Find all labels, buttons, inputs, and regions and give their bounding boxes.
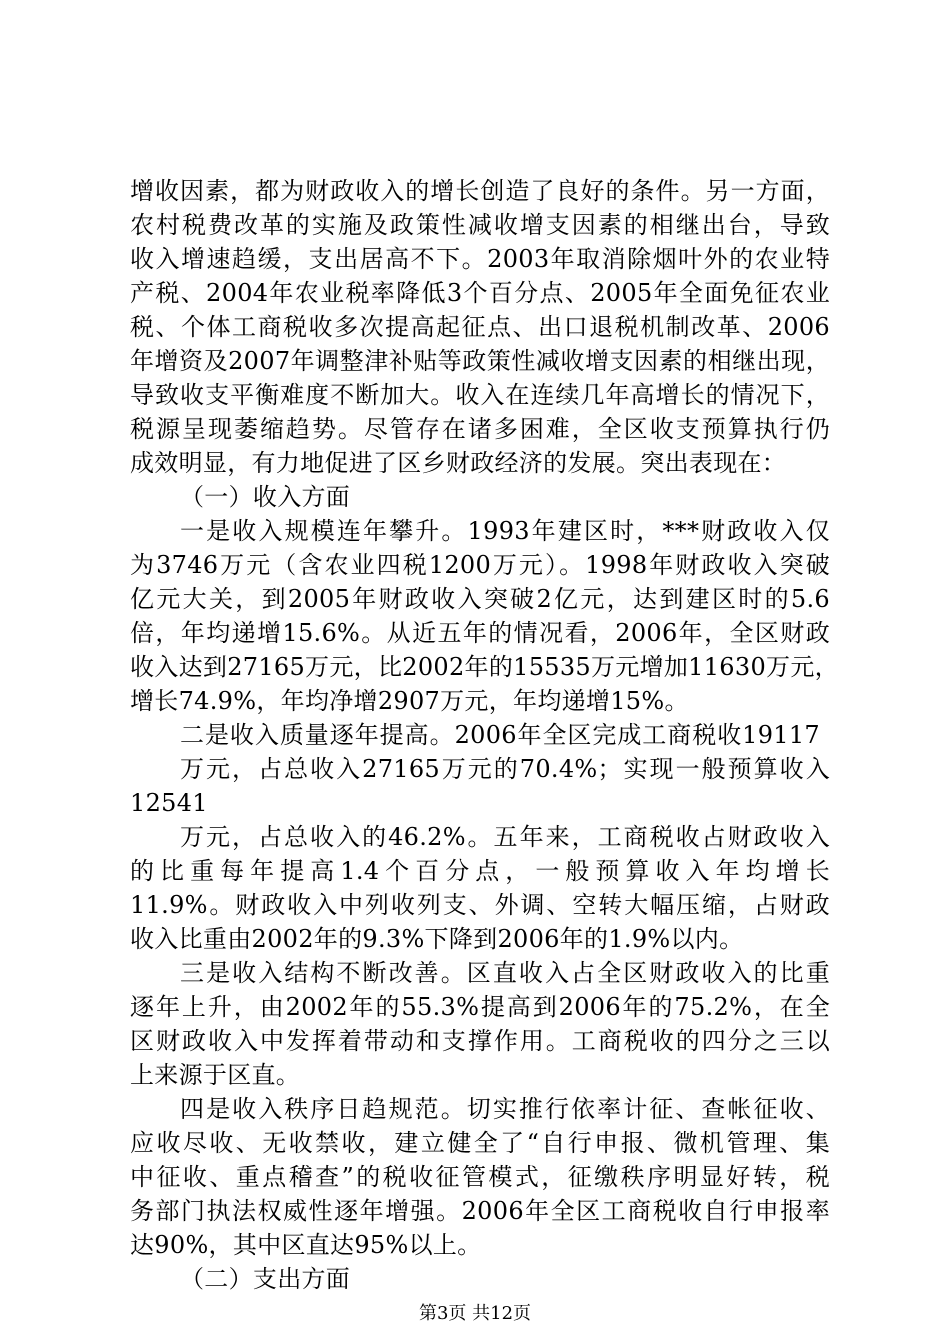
text-line: 成效明显，有力地促进了区乡财政经济的发展。突出表现在： [130, 449, 787, 477]
text-line: 务部门执法权威性逐年增强。2006年全区工商税收自行申报率 [130, 1197, 830, 1225]
text-line: 收入比重由2002年的9.3%下降到2006年的1.9%以内。 [130, 925, 744, 953]
text-line: 的比重每年提高1.4个百分点，一般预算收入年均增长 [130, 857, 830, 885]
text-line: 四是收入秩序日趋规范。切实推行依率计征、查帐征收、 [180, 1095, 830, 1123]
text-line: 二是收入质量逐年提高。2006年全区完成工商税收19117 [180, 721, 820, 749]
text-line: 农村税费改革的实施及政策性减收增支因素的相继出台，导致 [130, 211, 830, 239]
text-line: 上来源于区直。 [130, 1061, 301, 1089]
text-line: 倍，年均递增15.6%。从近五年的情况看，2006年，全区财政 [130, 619, 830, 647]
text-line: 年增资及2007年调整津补贴等政策性减收增支因素的相继出现， [130, 347, 830, 375]
text-line: 11.9%。财政收入中列收列支、外调、空转大幅压缩，占财政 [130, 891, 830, 919]
text-line: 12541 [130, 789, 208, 817]
text-line: 为3746万元（含农业四税1200万元）。1998年财政收入突破 [130, 551, 830, 579]
section-heading-expenditure: （二）支出方面 [180, 1265, 351, 1293]
text-line: 产税、2004年农业税率降低3个百分点、2005年全面免征农业 [130, 279, 830, 307]
text-line: 收入达到27165万元，比2002年的15535万元增加11630万元， [130, 653, 839, 681]
text-line: 万元，占总收入27165万元的70.4%；实现一般预算收入 [180, 755, 830, 783]
text-line: 增收因素，都为财政收入的增长创造了良好的条件。另一方面， [130, 177, 830, 205]
text-line: 导致收支平衡难度不断加大。收入在连续几年高增长的情况下， [130, 381, 830, 409]
page-number-footer: 第3页 共12页 [418, 1303, 532, 1324]
text-line: 增长74.9%，年均净增2907万元，年均递增15%。 [130, 687, 689, 715]
section-heading-income: （一）收入方面 [180, 483, 351, 511]
text-line: 税源呈现萎缩趋势。尽管存在诸多困难，全区收支预算执行仍 [130, 415, 830, 443]
text-line: 应收尽收、无收禁收，建立健全了“自行申报、微机管理、集 [130, 1129, 830, 1157]
text-line: 达90%，其中区直达95%以上。 [130, 1231, 482, 1259]
text-line: 中征收、重点稽查”的税收征管模式，征缴秩序明显好转，税 [130, 1163, 830, 1191]
text-line: 逐年上升，由2002年的55.3%提高到2006年的75.2%，在全 [130, 993, 830, 1021]
text-line: 收入增速趋缓，支出居高不下。2003年取消除烟叶外的农业特 [130, 245, 830, 273]
text-line: 三是收入结构不断改善。区直收入占全区财政收入的比重 [180, 959, 830, 987]
text-line: 万元，占总收入的46.2%。五年来，工商税收占财政收入 [180, 823, 830, 851]
text-line: 一是收入规模连年攀升。1993年建区时，***财政收入仅 [180, 517, 830, 545]
text-line: 区财政收入中发挥着带动和支撑作用。工商税收的四分之三以 [130, 1027, 830, 1055]
text-line: 税、个体工商税收多次提高起征点、出口退税机制改革、2006 [130, 313, 830, 341]
text-line: 亿元大关，到2005年财政收入突破2亿元，达到建区时的5.6 [130, 585, 830, 613]
